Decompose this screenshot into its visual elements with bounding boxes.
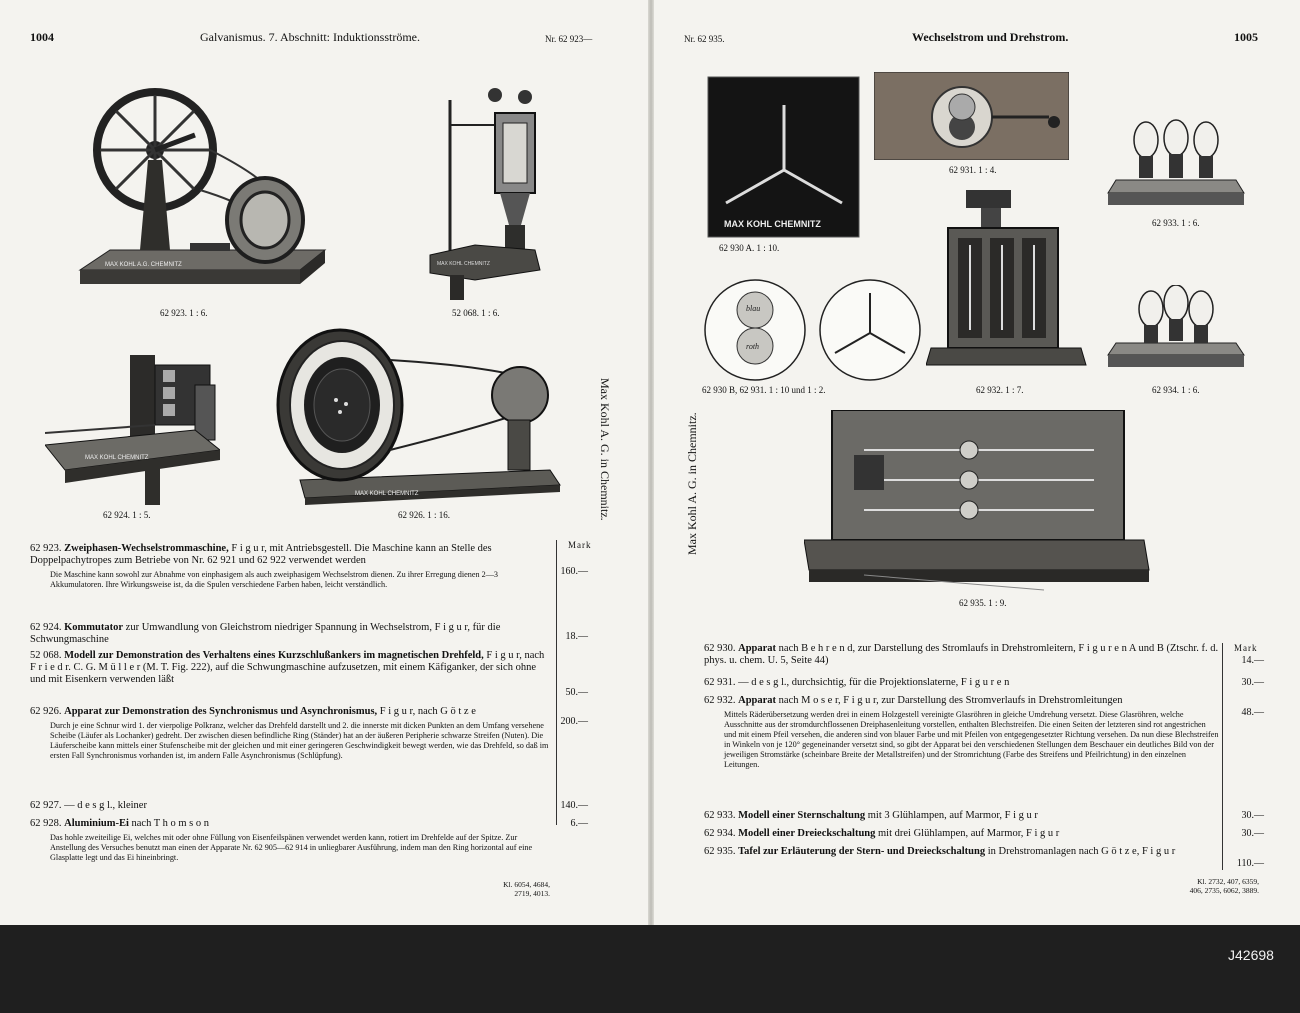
caption-52068: 52 068. 1 : 6. bbox=[452, 308, 500, 318]
image-id-label: J42698 bbox=[1228, 947, 1274, 963]
caption-62926: 62 926. 1 : 16. bbox=[398, 510, 451, 520]
machine-label-2: MAX KOHL CHEMNITZ bbox=[437, 261, 490, 267]
price-62923: 160.— bbox=[560, 566, 588, 577]
price-62934: 30.— bbox=[1241, 828, 1264, 839]
entry-number: 62 932. bbox=[704, 695, 736, 706]
price-62931: 30.— bbox=[1241, 677, 1264, 688]
caption-62930a: 62 930 A. 1 : 10. bbox=[719, 243, 780, 253]
entry-number: 62 933. bbox=[704, 810, 736, 821]
entry-text: mit 3 Glühlampen, auf Marmor, F i g u r bbox=[867, 810, 1038, 821]
entry-text: nach B e h r e n d, zur Darstellung des Stromlaufs in Drehstromleitern, F i g u r e n A und B (Ztschr. f. d. phys. u. chem. U. 5, Seite 44) bbox=[704, 643, 1219, 666]
entry-text: in Drehstromanlagen nach G ö t z e, F i g u r bbox=[987, 846, 1176, 857]
caption-62932: 62 932. 1 : 7. bbox=[976, 385, 1024, 395]
kl-note-left bbox=[460, 880, 550, 898]
figure-62931-board bbox=[874, 72, 1069, 160]
entry-text: nach M o s e r, F i g u r, zur Darstellung des Stromverlaufs in Drehstromleitungen bbox=[778, 695, 1123, 706]
price-62933: 30.— bbox=[1241, 810, 1264, 821]
entry-number: 62 930. bbox=[704, 643, 736, 654]
entry-text: F i g u r, nach F r i e d r. C. G. M ü l l e r (M. T. Fig. 222), auf die Schwungmaschine aufzusetzen, mit einem Käfiganker, der sich ohne und mit Eisenkern verwenden läßt bbox=[30, 650, 545, 685]
bottom-strip bbox=[0, 925, 1300, 1013]
page-number-right: 1005 bbox=[1234, 30, 1258, 44]
entry-62926 bbox=[30, 706, 550, 761]
caption-62935: 62 935. 1 : 9. bbox=[959, 598, 1007, 608]
machine-label-3: MAX KOHL CHEMNITZ bbox=[85, 455, 149, 461]
price-62935: 110.— bbox=[1236, 858, 1264, 869]
header-title-right: Wechselstrom und Drehstrom. bbox=[912, 30, 1069, 44]
entry-number: 62 927. bbox=[30, 800, 62, 811]
entry-62934 bbox=[704, 828, 1219, 840]
entry-62931 bbox=[704, 677, 1219, 689]
figure-62930b-discs bbox=[702, 278, 927, 383]
entry-title: Apparat bbox=[738, 695, 777, 706]
disc-label-roth: roth bbox=[746, 342, 760, 351]
entry-text: F i g u r, mit Antriebsgestell. Die Maschine kann an Stelle des Doppelpachytropes zum Betriebe von Nr. 62 921 und 62 922 verwendet werden bbox=[30, 543, 492, 566]
entry-description: Durch je eine Schnur wird 1. der vierpolige Polkranz, welcher das Drehfeld darstellt und 2. die innerste mit dicken Punkten an dem Umfang versehene Scheibe (Läufer als Lochanker) gedreht. Der zwischen diesen befindliche Ring (Ständer) hat an der äußeren Peripherie schwarze Streifen (Nuten). Die Läuferscheibe kann mittels einer Stufenscheibe mit der gleichen und mit einer geringeren Geschwindigkeit bewegt werden, wie das Drehfeld, so daß im ersten Fall Synchronismus vorhanden ist, im andern Falle Asynchronismus (Schlüpfung). bbox=[50, 721, 549, 760]
page-number-left: 1004 bbox=[30, 30, 54, 44]
entry-title: Aluminium-Ei bbox=[64, 818, 129, 829]
figure-62933-star-lamps bbox=[1106, 118, 1246, 208]
entry-title: Kommutator bbox=[64, 622, 124, 633]
machine-label-4: MAX KOHL CHEMNITZ bbox=[355, 491, 419, 497]
vertical-imprint-left: Max Kohl A. G. in Chemnitz. bbox=[598, 378, 612, 521]
entry-title: Modell einer Dreieckschaltung bbox=[738, 828, 876, 839]
figure-62935-board bbox=[804, 410, 1164, 595]
entry-62930 bbox=[704, 643, 1219, 667]
price-52068: 50.— bbox=[565, 687, 588, 698]
entry-number: 62 926. bbox=[30, 706, 62, 717]
entry-text: mit drei Glühlampen, auf Marmor, F i g u r bbox=[878, 828, 1060, 839]
entry-title: Apparat bbox=[738, 643, 777, 654]
caption-62931: 62 931. 1 : 4. bbox=[949, 165, 997, 175]
entry-number: 62 931. bbox=[704, 677, 736, 688]
figure-62926-apparatus bbox=[270, 320, 570, 505]
caption-62923: 62 923. 1 : 6. bbox=[160, 308, 208, 318]
machine-label-1: MAX KOHL A.G. CHEMNITZ bbox=[105, 262, 182, 268]
right-page bbox=[654, 0, 1300, 925]
figure-62934-delta-lamps bbox=[1106, 285, 1246, 370]
entry-62935 bbox=[704, 846, 1219, 858]
entry-52068 bbox=[30, 650, 550, 686]
price-62928: 6.— bbox=[570, 818, 588, 829]
caption-62933: 62 933. 1 : 6. bbox=[1152, 218, 1200, 228]
price-divider-right bbox=[1222, 643, 1223, 870]
mark-label-right: Mark bbox=[1234, 643, 1258, 653]
figure-62930a-board bbox=[706, 75, 861, 240]
entry-text: zur Umwandlung von Gleichstrom niedriger Spannung in Wechselstrom, F i g u r, für die Schwungmaschine bbox=[30, 622, 501, 645]
entry-text: — d e s g l., kleiner bbox=[64, 800, 147, 811]
kl-line: Kl. 6054, 4684, bbox=[503, 880, 550, 889]
price-62926: 200.— bbox=[560, 716, 588, 727]
entry-62927 bbox=[30, 800, 550, 812]
entry-text: F i g u r, nach G ö t z e bbox=[379, 706, 476, 717]
entry-number: 62 928. bbox=[30, 818, 62, 829]
entry-title: Modell einer Sternschaltung bbox=[738, 810, 866, 821]
figure-62923-machine bbox=[70, 65, 340, 300]
disc-label-blau: blau bbox=[746, 304, 761, 313]
mark-label-left: Mark bbox=[568, 540, 592, 550]
price-divider-left bbox=[556, 540, 557, 825]
price-62932: 48.— bbox=[1241, 707, 1264, 718]
entry-62928 bbox=[30, 818, 550, 863]
figure-62932-apparatus bbox=[926, 190, 1091, 370]
board-label: MAX KOHL CHEMNITZ bbox=[724, 219, 821, 229]
kl-line: 406, 2735, 6062, 3889. bbox=[1189, 886, 1259, 895]
entry-description: Die Maschine kann sowohl zur Abnahme von einphasigem als auch zweiphasigem Wechselstrom dienen. Zu ihrer Erregung dienen 2—3 Akkumulatoren. Ihre Wirkungsweise ist, da die Spulen verschiedene Farben haben, leicht verständlich. bbox=[50, 570, 499, 589]
left-page bbox=[0, 0, 648, 925]
entry-title: Modell zur Demonstration des Verhaltens eines Kurzschlußankers im magnetischen Drehfeld, bbox=[64, 650, 484, 661]
kl-note-right bbox=[1094, 877, 1259, 895]
entry-text: — d e s g l., durchsichtig, für die Projektionslaterne, F i g u r e n bbox=[738, 677, 1010, 688]
kl-line: 2719, 4013. bbox=[514, 889, 550, 898]
entry-number: 62 935. bbox=[704, 846, 736, 857]
header-title-left: Galvanismus. 7. Abschnitt: Induktionsströme. bbox=[200, 30, 420, 44]
kl-line: Kl. 2732, 407, 6359, bbox=[1197, 877, 1259, 886]
caption-62934: 62 934. 1 : 6. bbox=[1152, 385, 1200, 395]
caption-62930b: 62 930 B, 62 931. 1 : 10 und 1 : 2. bbox=[702, 385, 826, 395]
entry-number: 62 924. bbox=[30, 622, 62, 633]
entry-62932 bbox=[704, 695, 1219, 770]
header-range-left: Nr. 62 923— bbox=[545, 34, 593, 44]
entry-title: Tafel zur Erläuterung der Stern- und Dreieckschaltung bbox=[738, 846, 986, 857]
entry-62933 bbox=[704, 810, 1219, 822]
entry-title: Zweiphasen-Wechselstrommaschine, bbox=[64, 543, 229, 554]
price-62930: 14.— bbox=[1241, 655, 1264, 666]
header-range-right: Nr. 62 935. bbox=[684, 34, 725, 44]
price-62927: 140.— bbox=[560, 800, 588, 811]
entry-number: 52 068. bbox=[30, 650, 62, 661]
figure-62924-commutator bbox=[45, 345, 220, 505]
entry-description: Das hohle zweiteilige Ei, welches mit oder ohne Füllung von Eisenfeilspänen verwendet werden kann, rotiert im Drehfelde auf der Spitze. Zur Anstellung des Versuches benutzt man einen der Apparate Nr. 62 905—62 914 in unliegbarer Ausführung, indem man den Ring horizontal auf eine Glasplatte legt und das Ei hineinbringt. bbox=[50, 833, 533, 862]
entry-text: nach T h o m s o n bbox=[131, 818, 209, 829]
entry-62923 bbox=[30, 543, 550, 590]
caption-62924: 62 924. 1 : 5. bbox=[103, 510, 151, 520]
price-62924: 18.— bbox=[565, 631, 588, 642]
vertical-imprint-right: Max Kohl A. G. in Chemnitz. bbox=[685, 412, 699, 555]
figure-52068-model bbox=[425, 85, 555, 300]
entry-62924 bbox=[30, 622, 550, 646]
entry-number: 62 923. bbox=[30, 543, 62, 554]
entry-number: 62 934. bbox=[704, 828, 736, 839]
entry-title: Apparat zur Demonstration des Synchronismus und Asynchronismus, bbox=[64, 706, 378, 717]
entry-description: Mittels Räderübersetzung werden drei in einem Holzgestell vereinigte Glasröhren in gleiche Umdrehung versetzt. Diese Glasröhren, welche Ausschnitte aus der stromdurchflossenen Dreiphasenleitung vorstellen, enthalten Blechstreifen. Die einen Seiten der letzteren sind rot angestrichen und mit einem Pfeil versehen, die anderen sind von blauer Farbe und mit Pfeilen von entgegengesetzter Richtung versehen. Da nun diese Blechstreifen in Winkeln von je 120° gegeneinander versetzt sind, so gibt der Apparat bei den verschiedenen Stellungen dem Beschauer ein deutliches Bild von der jeweiligen Stromstärke (scheinbare Breite der Metallstreifen) und der Stromrichtung (Farbe des Streifens und Pfeilrichtung) in den einzelnen Leitungen. bbox=[724, 710, 1219, 769]
